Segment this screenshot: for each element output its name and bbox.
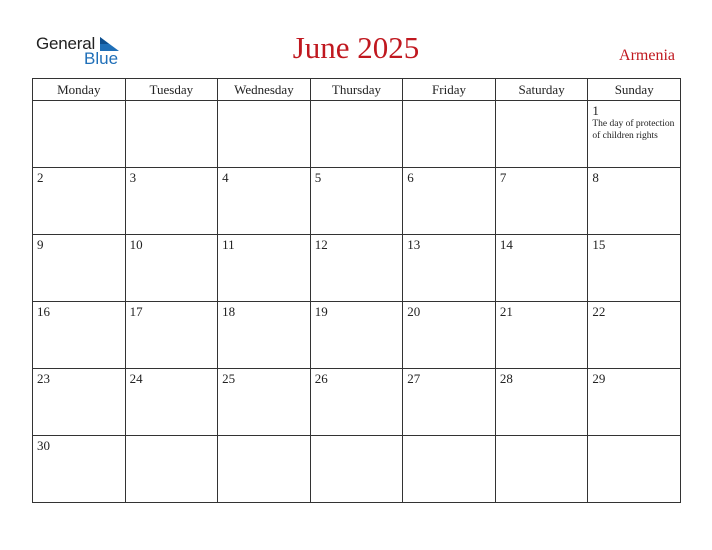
day-cell <box>125 369 218 436</box>
day-cell <box>588 369 681 436</box>
weekday-header-row <box>33 79 681 101</box>
day-cell <box>310 235 403 302</box>
day-number: 7 <box>499 170 507 185</box>
day-cell <box>310 101 403 168</box>
day-cell <box>403 436 496 503</box>
calendar-week-row <box>33 369 681 436</box>
weekday-header: Tuesday <box>125 79 218 101</box>
day-cell <box>218 369 311 436</box>
calendar-week-row <box>33 302 681 369</box>
day-number: 20 <box>407 304 421 319</box>
day-number: 10 <box>129 237 143 252</box>
country-label: Armenia <box>619 47 675 64</box>
day-cell <box>33 168 126 235</box>
day-cell <box>588 436 681 503</box>
day-number: 8 <box>592 170 599 185</box>
day-cell <box>218 302 311 369</box>
weekday-header: Sunday <box>588 79 681 101</box>
day-cell <box>495 369 588 436</box>
day-cell <box>125 168 218 235</box>
day-number: 12 <box>314 237 328 252</box>
day-cell <box>125 101 218 168</box>
day-cell <box>495 302 588 369</box>
day-number: 29 <box>592 371 606 386</box>
day-cell <box>588 235 681 302</box>
day-cell <box>495 168 588 235</box>
day-number: 18 <box>222 304 236 319</box>
day-number: 15 <box>592 237 606 252</box>
calendar-week-row <box>33 101 681 168</box>
day-cell <box>310 302 403 369</box>
day-number: 13 <box>407 237 421 252</box>
day-cell <box>495 101 588 168</box>
weekday-header: Saturday <box>495 79 588 101</box>
weekday-header: Monday <box>33 79 126 101</box>
day-cell <box>33 436 126 503</box>
day-number: 3 <box>129 170 137 185</box>
day-cell <box>125 302 218 369</box>
day-cell <box>218 168 311 235</box>
day-cell <box>33 101 126 168</box>
day-cell <box>588 101 681 168</box>
day-cell <box>218 101 311 168</box>
page-title: June 2025 <box>292 30 420 65</box>
day-cell <box>403 369 496 436</box>
day-number: 24 <box>129 371 143 386</box>
day-number: 5 <box>314 170 322 185</box>
day-cell <box>33 302 126 369</box>
day-cell <box>403 168 496 235</box>
day-cell <box>310 369 403 436</box>
day-number: 9 <box>37 237 44 252</box>
day-cell <box>310 168 403 235</box>
day-cell <box>495 235 588 302</box>
logo-word-blue: Blue <box>84 49 119 68</box>
day-cell <box>125 436 218 503</box>
weekday-header: Wednesday <box>218 79 311 101</box>
day-cell <box>403 101 496 168</box>
day-number: 4 <box>222 170 229 185</box>
day-number: 19 <box>314 304 328 319</box>
day-number: 14 <box>499 237 513 252</box>
day-cell <box>33 235 126 302</box>
day-cell <box>403 235 496 302</box>
day-number: 21 <box>499 304 513 319</box>
day-number: 17 <box>129 304 143 319</box>
day-cell <box>403 302 496 369</box>
day-cell <box>218 436 311 503</box>
weekday-header: Friday <box>403 79 496 101</box>
day-cell <box>495 436 588 503</box>
day-cell <box>310 436 403 503</box>
weekday-header: Thursday <box>310 79 403 101</box>
calendar-week-row <box>33 168 681 235</box>
calendar-week-row <box>33 436 681 503</box>
holiday-label: The day of protection of children rights <box>592 119 675 141</box>
day-number: 1 <box>592 103 599 118</box>
day-number: 25 <box>222 371 236 386</box>
day-number: 26 <box>314 371 328 386</box>
day-cell <box>125 235 218 302</box>
day-number: 16 <box>37 304 50 319</box>
day-number: 11 <box>222 237 235 252</box>
calendar-grid <box>32 78 681 503</box>
day-number: 22 <box>592 304 606 319</box>
day-cell <box>588 168 681 235</box>
day-number: 27 <box>407 371 421 386</box>
day-cell <box>33 369 126 436</box>
day-number: 23 <box>37 371 50 386</box>
calendar-week-row <box>33 235 681 302</box>
day-number: 2 <box>37 170 44 185</box>
day-cell <box>218 235 311 302</box>
day-number: 28 <box>499 371 513 386</box>
day-cell <box>588 302 681 369</box>
logo-word-general: General <box>36 34 96 53</box>
day-number: 6 <box>407 170 414 185</box>
day-number: 30 <box>37 438 50 453</box>
